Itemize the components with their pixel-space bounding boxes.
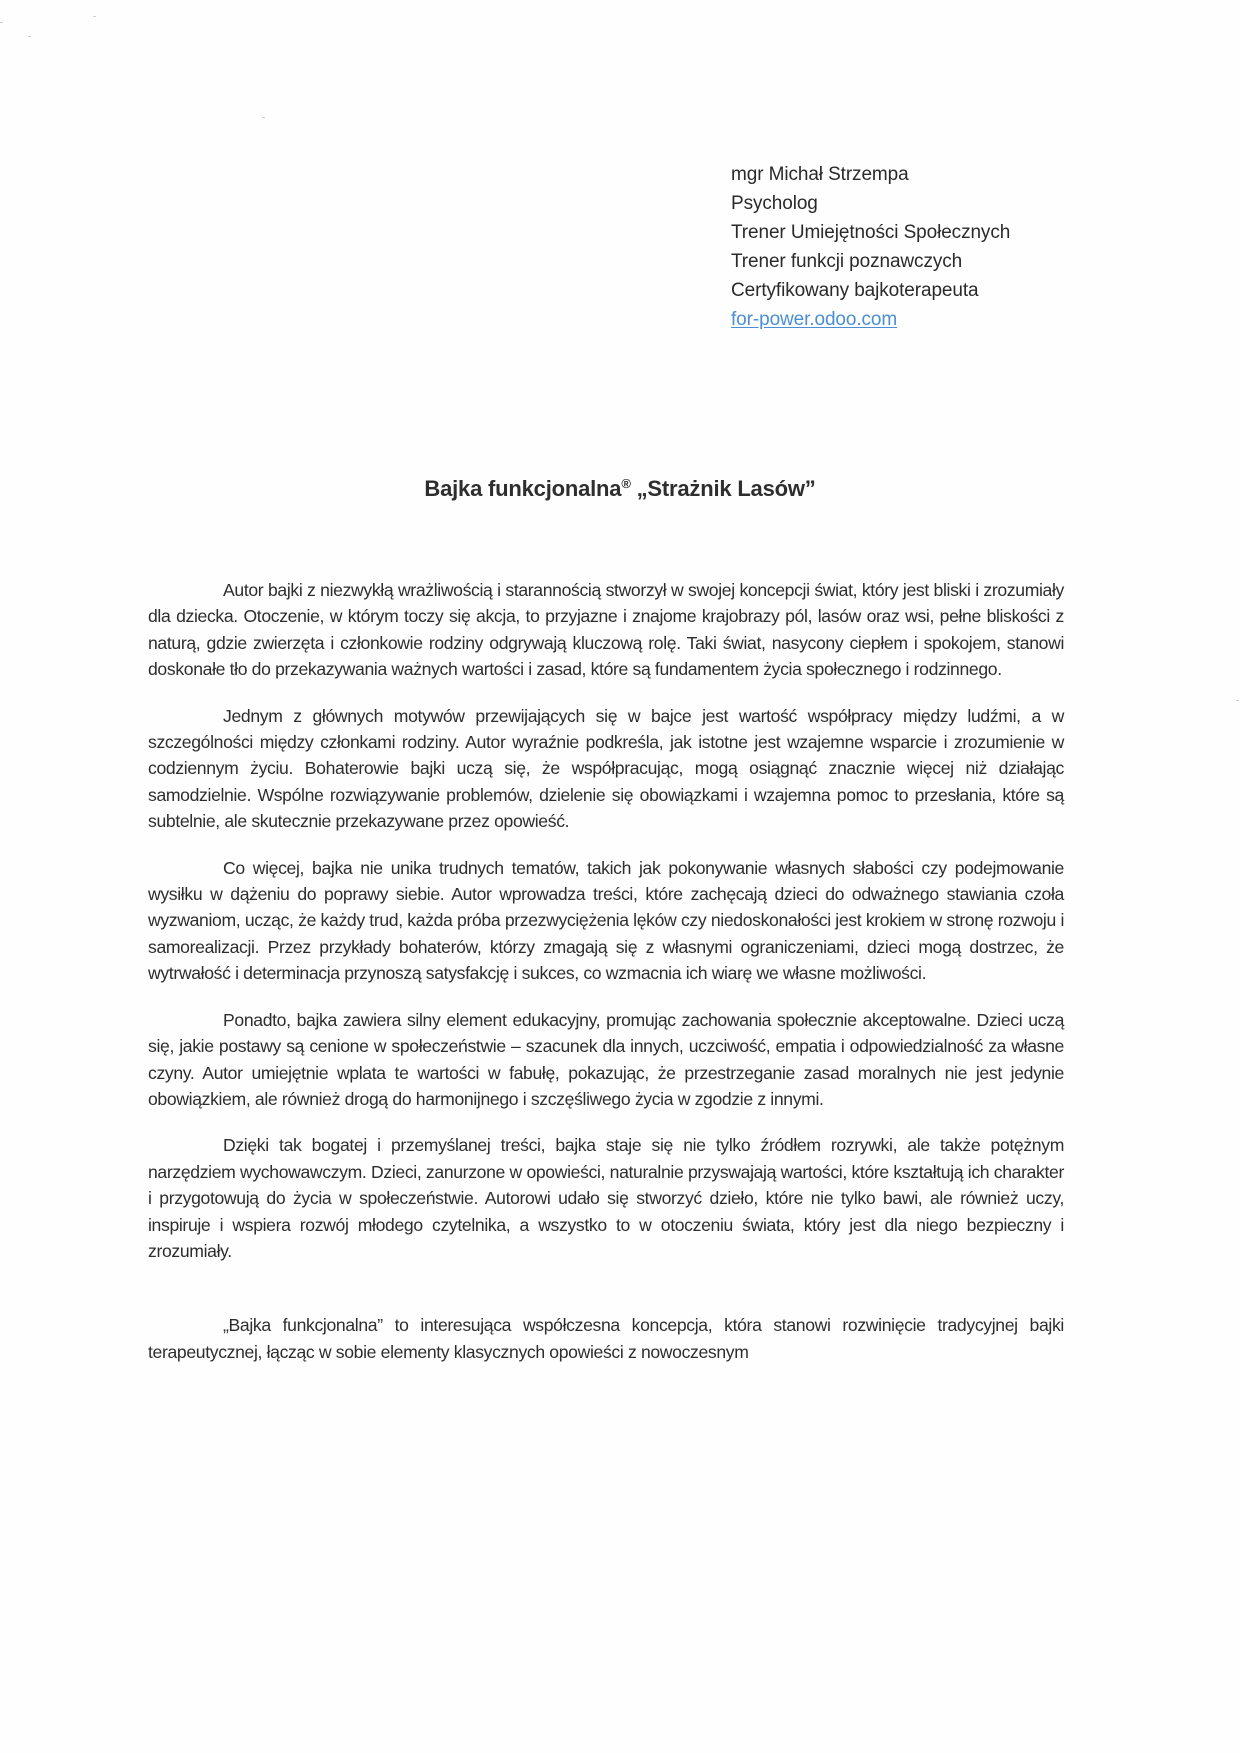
- title-main: Bajka funkcjonalna: [424, 476, 622, 501]
- author-title-1: Psycholog: [731, 193, 818, 214]
- author-title-2: Trener Umiejętności Społecznych: [731, 222, 1011, 243]
- document-body: [148, 577, 1064, 1385]
- author-name: mgr Michał Strzempa: [731, 164, 909, 185]
- registered-mark: ®: [621, 476, 631, 491]
- scan-speck: [0, 22, 3, 23]
- paragraph-2: Jednym z głównych motywów przewijających się w bajce jest wartość współpracy między ludźmi, a w szczególności między członkami rodziny. Autor wyraźnie podkreśla, jak istotne jest wzajemne wsparcie i zrozumienie w codziennym życiu. Bohaterowie bajki uczą się, że współpracując, mogą osiągnąć znacznie więcej niż działając samodzielnie. Wspólne rozwiązywanie problemów, dzielenie się obowiązkami i wzajemna pomoc to przesłania, które są subtelnie, ale skutecznie przekazywane przez opowieść.: [148, 705, 1064, 832]
- paragraph-6: „Bajka funkcjonalna” to interesująca współczesna koncepcja, która stanowi rozwinięcie tradycyjnej bajki terapeutycznej, łącząc w sobie elementy klasycznych opowieści z nowoczesnym: [148, 1315, 1064, 1362]
- author-title-3: Trener funkcji poznawczych: [731, 251, 963, 272]
- paragraph-5: Dzięki tak bogatej i przemyślanej treści, bajka staje się nie tylko źródłem rozrywki, ale także potężnym narzędziem wychowawczym. Dzieci, zanurzone w opowieści, naturalnie przyswajają wartości, które kształtują ich charakter i przygotowują do życia w społeczeństwie. Autorowi udało się stworzyć dzieło, które nie tylko bawi, ale również uczy, inspiruje i wspiera rozwój młodego czytelnika, a wszystko to w otoczeniu świata, który jest dla niego bezpieczny i zrozumiały.: [148, 1135, 1064, 1261]
- paragraph-4: Ponadto, bajka zawiera silny element edukacyjny, promując zachowania społecznie akceptowalne. Dzieci uczą się, jakie postawy są cenione w społeczeństwie – szacunek dla innych, uczciwość, empatia i odpowiedzialność za własne czyny. Autor umiejętnie wplata te wartości w fabułę, pokazując, że przestrzeganie zasad moralnych nie jest jedynie obowiązkiem, ale również drogą do harmonijnego i szczęśliwego życia w zgodzie z innymi.: [148, 1009, 1064, 1109]
- author-signature-block: [731, 160, 1010, 334]
- document-title: [0, 476, 1240, 502]
- title-quote: „Strażnik Lasów”: [636, 476, 816, 501]
- author-website-link[interactable]: for-power.odoo.com: [731, 309, 898, 330]
- scan-speck: [93, 16, 96, 17]
- scan-speck: [1236, 700, 1239, 701]
- scan-speck: [28, 36, 31, 37]
- paragraph-1: Autor bajki z niezwykłą wrażliwością i starannością stworzył w swojej koncepcji świat, który jest bliski i zrozumiały dla dziecka. Otoczenie, w którym toczy się akcja, to przyjazne i znajome krajobrazy pól, lasów oraz wsi, pełne bliskości z naturą, gdzie zwierzęta i członkowie rodziny odgrywają kluczową rolę. Taki świat, nasycony ciepłem i spokojem, stanowi doskonałe tło do przekazywania ważnych wartości i zasad, które są fundamentem życia społecznego i rodzinnego.: [148, 580, 1064, 680]
- author-title-4: Certyfikowany bajkoterapeuta: [731, 280, 979, 301]
- paragraph-3: Co więcej, bajka nie unika trudnych tematów, takich jak pokonywanie własnych słabości czy podejmowanie wysiłku w dążeniu do poprawy siebie. Autor wprowadza treści, które zachęcają dzieci do odważnego stawiania czoła wyzwaniom, ucząc, że każdy trud, każda próba przezwyciężenia lęków czy niedoskonałości jest krokiem w stronę rozwoju i samorealizacji. Przez przykłady bohaterów, którzy zmagają się z własnymi ograniczeniami, dzieci mogą dostrzec, że wytrwałość i determinacja przynoszą satysfakcję i sukces, co wzmacnia ich wiarę we własne możliwości.: [148, 857, 1065, 984]
- scan-speck: [262, 117, 265, 118]
